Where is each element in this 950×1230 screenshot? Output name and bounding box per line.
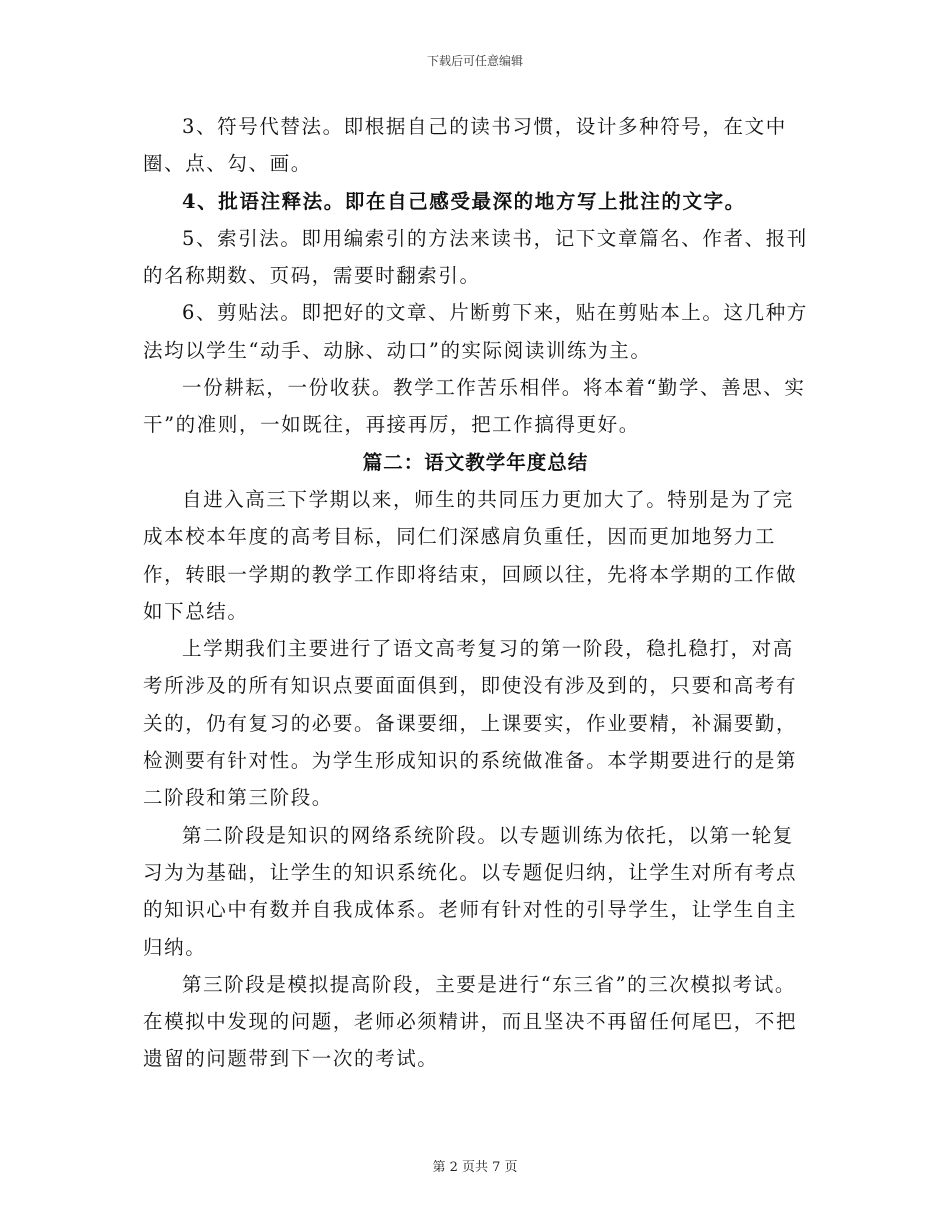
paragraph-clipping-method: 6、剪贴法。即把好的文章、片断剪下来，贴在剪贴本上。这几种方法均以学生“动手、动脉、动口”的实际阅读训练为主。 [143, 301, 808, 362]
paragraph-first-stage: 上学期我们主要进行了语文高考复习的第一阶段，稳扎稳打，对高考所涉及的所有知识点要面面俱到，即使没有涉及到的，只要和高考有关的，仍有复习的必要。备课要细，上课要实，作业要精，补漏要勤，检测要有针对性。为学生形成知识的系统做准备。本学期要进行的是第二阶段和第三阶段。 [143, 637, 798, 810]
paragraph-second-stage: 第二阶段是知识的网络系统阶段。以专题训练为依托，以第一轮复习为为基础，让学生的知识系统化。以专题促归纳，让学生对所有考点的知识心中有数并自我成体系。老师有针对性的引导学生，让学生自主归纳。 [143, 823, 798, 959]
paragraph-annotation-method: 4、批语注释法。即在自己感受最深的地方写上批注的文字。 [182, 189, 746, 213]
section-title: 篇二：语文教学年度总结 [362, 450, 589, 474]
paragraph-symbol-method: 3、符号代替法。即根据自己的读书习惯，设计多种符号，在文中圈、点、勾、画。 [143, 115, 787, 176]
page-number: 第 2 页共 7 页 [432, 1160, 518, 1175]
paragraph-intro: 自进入高三下学期以来，师生的共同压力更加大了。特别是为了完成本校本年度的高考目标，同仁们深感肩负重任，因而更加地努力工作，转眼一学期的教学工作即将结束，回顾以往，先将本学期的工作做如下总结。 [143, 487, 798, 623]
paragraph-index-method: 5、索引法。即用编索引的方法来读书，记下文章篇名、作者、报刊的名称期数、页码，需要时翻索引。 [143, 226, 808, 288]
paragraph-conclusion: 一份耕耘，一份收获。教学工作苦乐相伴。将本着“勤学、善思、实干”的准则，一如既往，再接再厉，把工作搞得更好。 [143, 376, 806, 437]
document-body [143, 108, 808, 1078]
paragraph-third-stage: 第三阶段是模拟提高阶段，主要是进行“东三省”的三次模拟考试。在模拟中发现的问题，老师必须精讲，而且坚决不再留任何尾巴，不把遗留的问题带到下一次的考试。 [143, 972, 798, 1071]
page-header: 下载后可任意编辑 [426, 54, 523, 68]
